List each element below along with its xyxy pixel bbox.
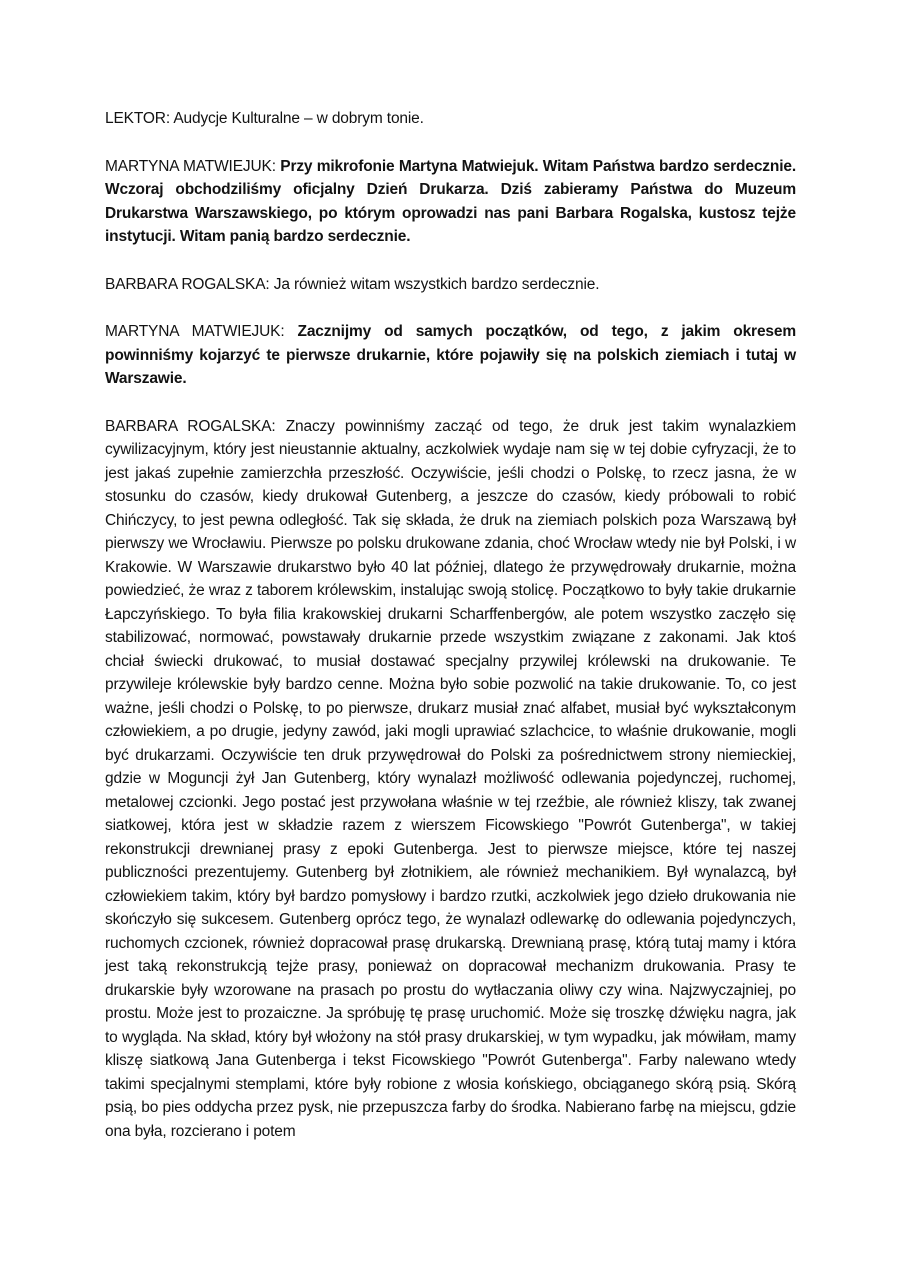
speech-text: Ja również witam wszystkich bardzo serdecznie.: [273, 275, 600, 293]
speech-text: Przy mikrofonie Martyna Matwiejuk. Witam Państwa bardzo serdecznie. Wczoraj obchodziliśmy oficjalny Dzień Drukarza. Dziś zabieramy Państwa do Muzeum Drukarstwa Warszawskiego, po którym oprowadzi nas pani Barbara Rogalska, kustosz tejże instytucji. Witam panią bardzo serdecznie.: [105, 157, 796, 245]
transcript-paragraph-rogalska-2: [105, 415, 796, 1144]
speaker-label: MARTYNA MATWIEJUK:: [105, 157, 276, 175]
transcript-paragraph-lektor: [105, 107, 796, 131]
speaker-label: LEKTOR:: [105, 110, 170, 127]
transcript-paragraph-matwiejuk-1: [105, 155, 796, 249]
speech-text: Audycje Kulturalne – w dobrym tonie.: [173, 110, 424, 127]
transcript-paragraph-rogalska-1: [105, 273, 796, 297]
speech-text: Zacznijmy od samych początków, od tego, z jakim okresem powinniśmy kojarzyć te pierwsze drukarnie, które pojawiły się na polskich ziemiach i tutaj w Warszawie.: [105, 323, 796, 387]
speech-text: Znaczy powinniśmy zacząć od tego, że druk jest takim wynalazkiem cywilizacyjnym, który jest nieustannie aktualny, aczkolwiek wydaje nam się w tej dobie cyfryzacji, że to jest jakaś zupełnie zamierzchła przeszłość. Oczywiście, jeśli chodzi o Polskę, to rzecz jasna, że w stosunku do czasów, kiedy drukował Gutenberg, a jeszcze do czasów, kiedy próbowali to robić Chińczycy, to jest pewna odległość. Tak się składa, że druk na ziemiach polskich poza Warszawą był pierwszy we Wrocławiu. Pierwsze po polsku drukowane zdania, choć Wrocław wtedy nie był Polski, i w Krakowie. W Warszawie drukarstwo było 40 lat później, dlatego że przywędrowały drukarnie, można powiedzieć, że wraz z taborem królewskim, instalując swoją stolicę. Początkowo to były takie drukarnie Łapczyńskiego. To była filia krakowskiej drukarni Scharffenbergów, ale potem wszystko zaczęło się stabilizować, normować, powstawały drukarnie przede wszystkim związane z zakonami. Jak ktoś chciał świecki drukować, to musiał dostawać specjalny przywilej królewski na drukowanie. Te przywileje królewskie były bardzo cenne. Można było sobie pozwolić na takie drukowanie. To, co jest ważne, jeśli chodzi o Polskę, to po pierwsze, drukarz musiał znać alfabet, musiał być wykształconym człowiekiem, a po drugie, jedyny zawód, jaki mogli uprawiać szlachcice, to właśnie drukowanie, mogli być drukarzami. Oczywiście ten druk przywędrował do Polski za pośrednictwem strony niemieckiej, gdzie w Moguncji żył Jan Gutenberg, który wynalazł możliwość odlewania pojedynczej, ruchomej, metalowej czcionki. Jego postać jest przywołana właśnie w tej rzeźbie, ale również kliszy, tak zwanej siatkowej, która jest w składzie razem z wierszem Ficowskiego "Powrót Gutenberga", w takiej rekonstrukcji drewnianej prasy z epoki Gutenberga. Jest to pierwsze miejsce, które tej naszej publiczności prezentujemy. Gutenberg był złotnikiem, ale również mechanikiem. Był wynalazcą, był człowiekiem takim, który był bardzo pomysłowy i bardzo rzutki, aczkolwiek jego dzieło drukowania nie skończyło się sukcesem. Gutenberg oprócz tego, że wynalazł odlewarkę do odlewania pojedynczych, ruchomych czcionek, również dopracował prasę drukarską. Drewnianą prasę, którą tutaj mamy i która jest taką rekonstrukcją tejże prasy, ponieważ on dopracował mechanizm drukowania. Prasy te drukarskie były wzorowane na prasach po prostu do wytłaczania oliwy czy wina. Najzwyczajniej, po prostu. Może jest to prozaiczne. Ja spróbuję tę prasę uruchomić. Może się troszkę dźwięku nagra, jak to wygląda. Na skład, który był włożony na stół prasy drukarskiej, w tym wypadku, jak mówiłam, mamy kliszę siatkową Jana Gutenberga i tekst Ficowskiego "Powrót Gutenberga". Farby nalewano wtedy takimi specjalnymi stemplami, które były robione z włosia końskiego, obciąganego skórą psią. Skórą psią, bo pies oddycha przez pysk, nie przepuszcza farby do środka. Nabierano farbę na miejscu, gdzie ona była, rozcierano i potem: [105, 417, 796, 1140]
speaker-label: BARBARA ROGALSKA:: [105, 417, 276, 435]
transcript-paragraph-matwiejuk-2: [105, 320, 796, 391]
speaker-label: MARTYNA MATWIEJUK:: [105, 323, 285, 340]
speaker-label: BARBARA ROGALSKA:: [105, 275, 270, 293]
